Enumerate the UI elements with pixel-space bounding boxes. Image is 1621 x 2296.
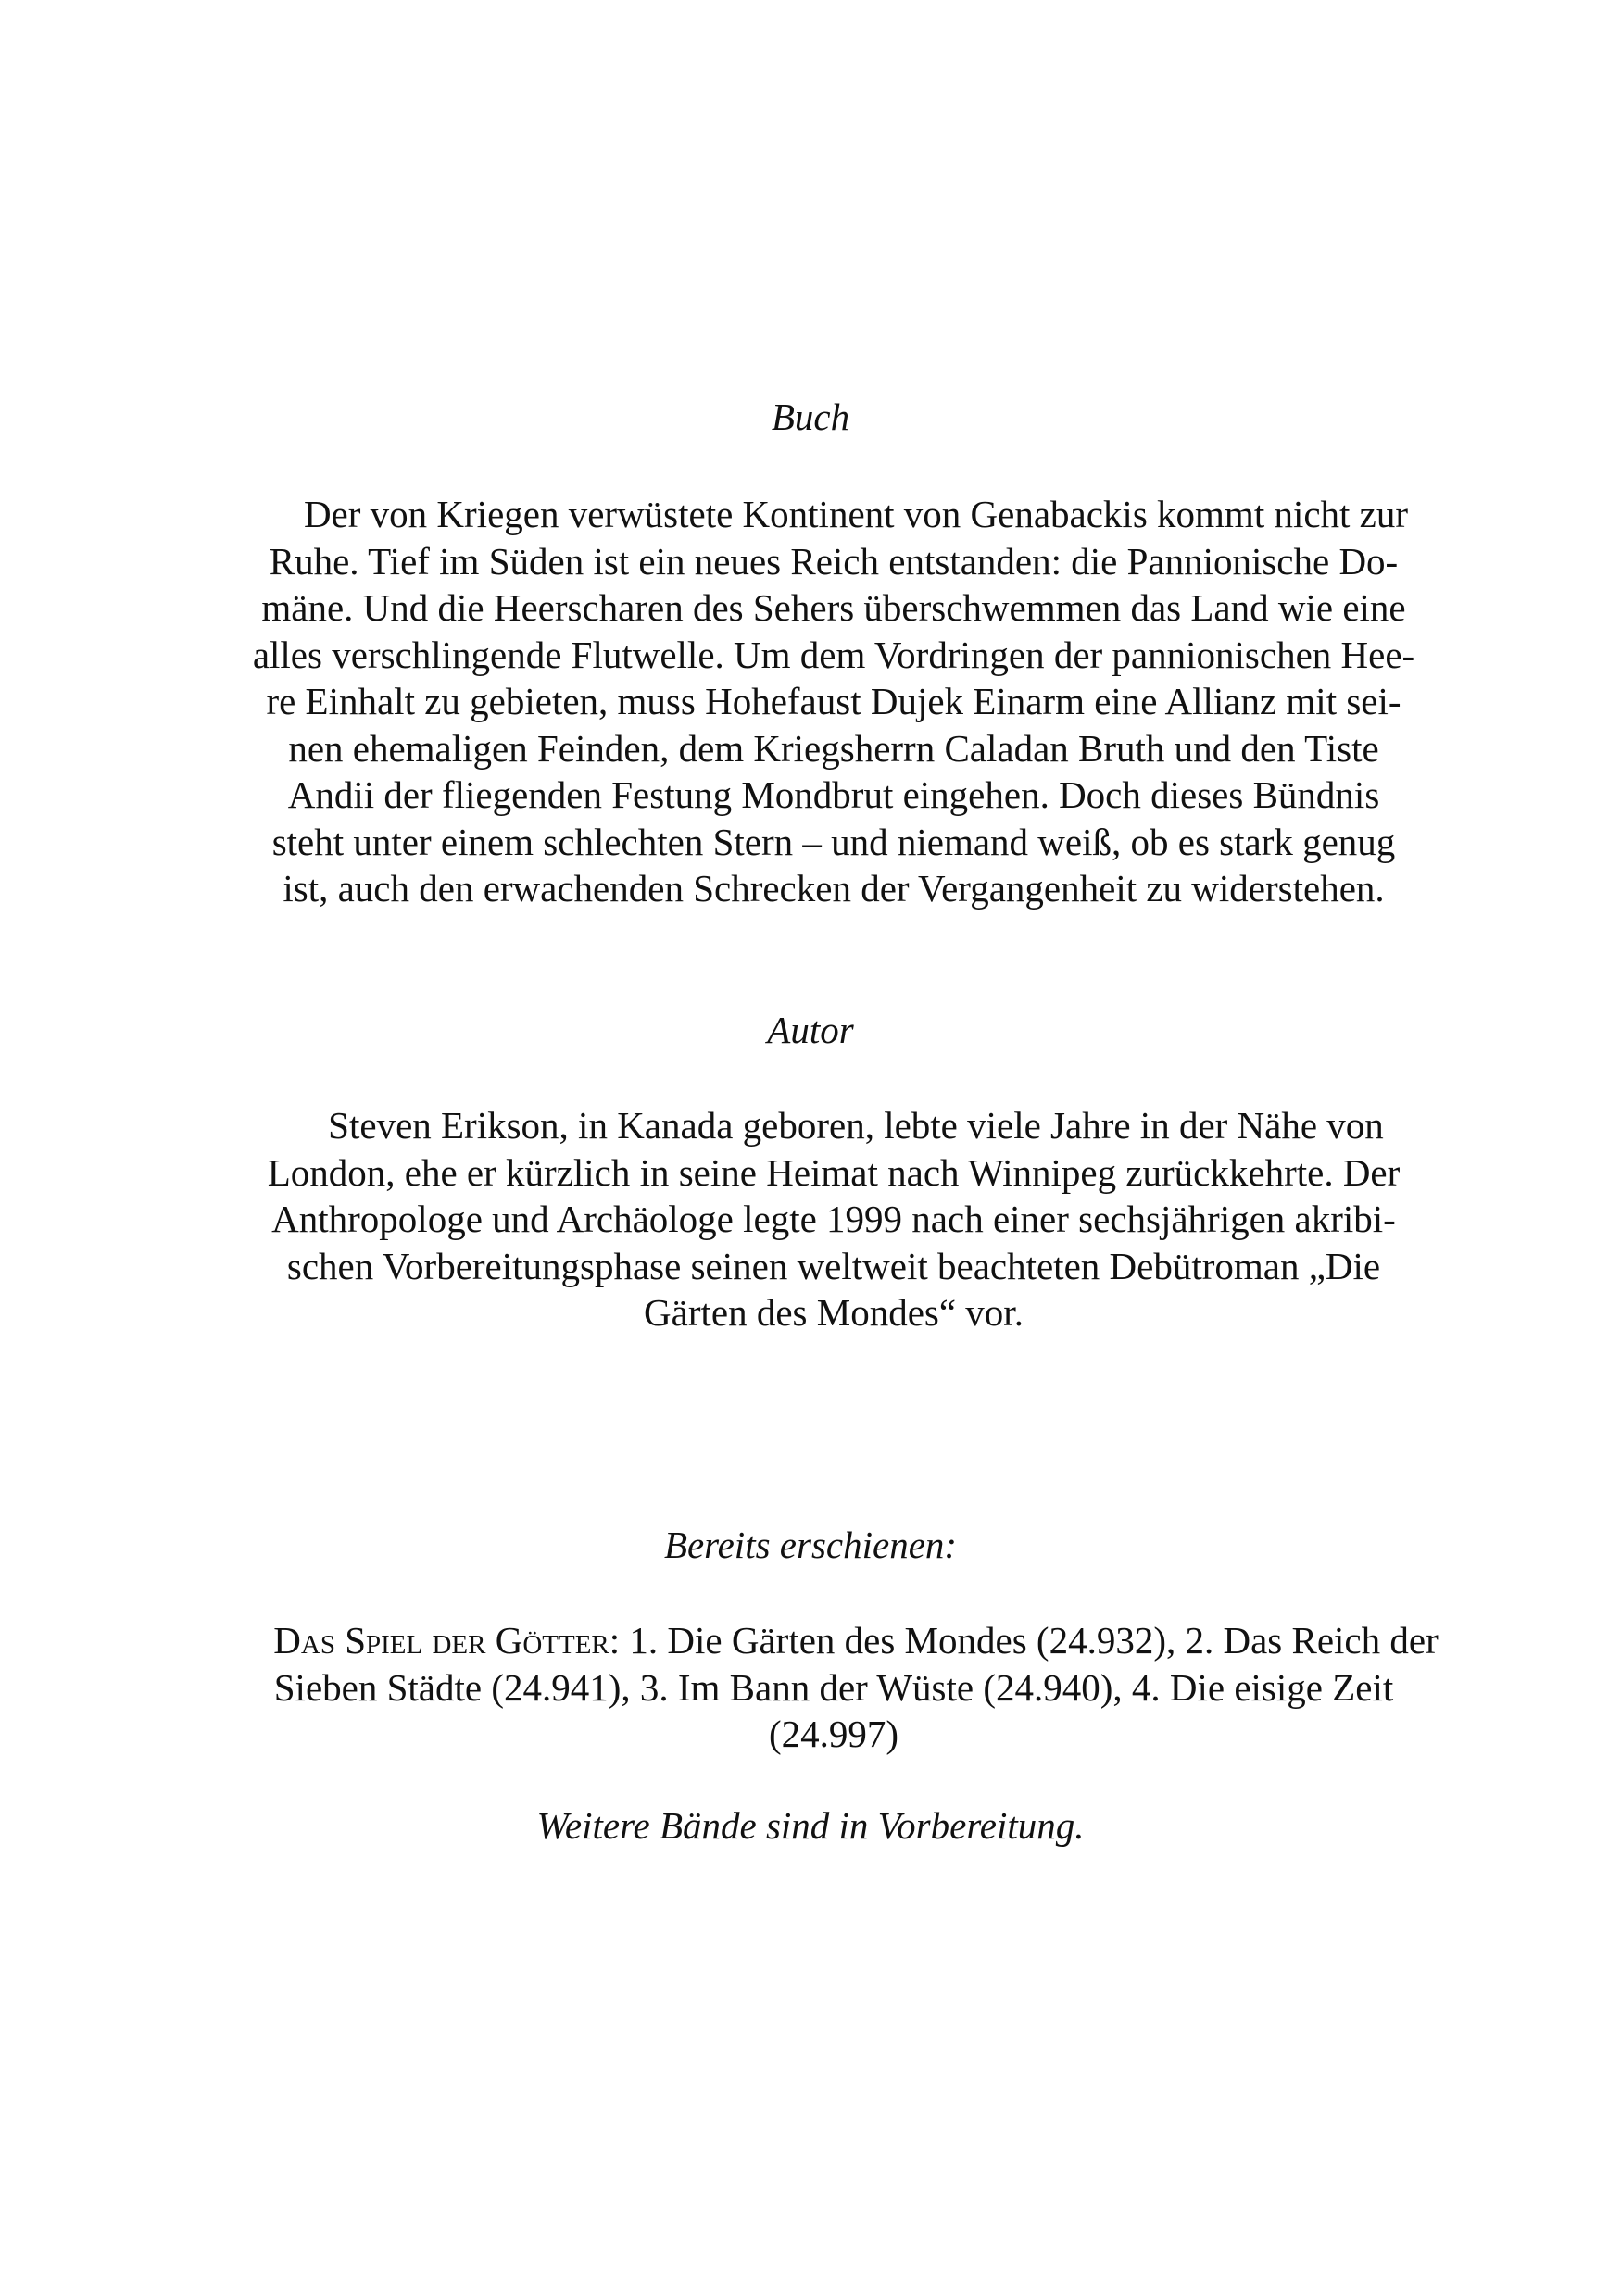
series-title: Das Spiel der Götter	[273, 1619, 609, 1662]
author-heading: Autor	[767, 1009, 854, 1051]
book-line: ist, auch den erwachenden Schrecken der Vergangenheit zu widerstehen.	[283, 867, 1385, 910]
author-line: Anthropologe und Archäologe legte 1999 nach einer sechsjährigen akribi-	[271, 1198, 1396, 1240]
book-line: Andii der fliegenden Festung Mondbrut eingehen. Doch dieses Bündnis	[287, 773, 1380, 816]
published-line	[139, 1617, 1528, 1664]
published-note: Weitere Bände sind in Vorbereitung.	[536, 1804, 1085, 1847]
published-heading: Bereits erschienen:	[663, 1524, 958, 1566]
book-description	[139, 491, 1528, 912]
author-line: London, ehe er kürzlich in seine Heimat nach Winnipeg zurückkehrte. Der	[267, 1150, 1401, 1194]
book-line: nen ehemaligen Feinden, dem Kriegsherrn Caladan Bruth und den Tiste	[288, 726, 1379, 770]
author-description	[139, 1102, 1528, 1336]
book-line: Der von Kriegen verwüstete Kontinent von Genabackis kommt nicht zur	[303, 493, 1409, 535]
book-line: Ruhe. Tief im Süden ist ein neues Reich entstanden: die Pannionische Do-	[269, 539, 1399, 583]
book-heading: Buch	[771, 395, 850, 438]
author-line: schen Vorbereitungsphase seinen weltweit beachteten Debütroman „Die	[286, 1244, 1381, 1287]
published-line: Sieben Städte (24.941), 3. Im Bann der Wüste (24.940), 4. Die eisige Zeit	[273, 1665, 1394, 1709]
published-line: (24.997)	[768, 1713, 899, 1755]
book-line: steht unter einem schlechten Stern – und niemand weiß, ob es stark genug	[271, 820, 1396, 863]
author-line: Gärten des Mondes“ vor.	[644, 1291, 1024, 1334]
published-list	[139, 1617, 1528, 1758]
book-line: mäne. Und die Heerscharen des Sehers überschwemmen das Land wie eine	[261, 586, 1406, 629]
book-line: alles verschlingende Flutwelle. Um dem Vordringen der pannionischen Hee-	[252, 633, 1415, 676]
published-line-rest: : 1. Die Gärten des Mondes (24.932), 2. Das Reich der	[609, 1619, 1439, 1662]
book-line: re Einhalt zu gebieten, muss Hohefaust Dujek Einarm eine Allianz mit sei-	[266, 680, 1401, 722]
author-line: Steven Erikson, in Kanada geboren, lebte viele Jahre in der Nähe von	[328, 1104, 1384, 1147]
